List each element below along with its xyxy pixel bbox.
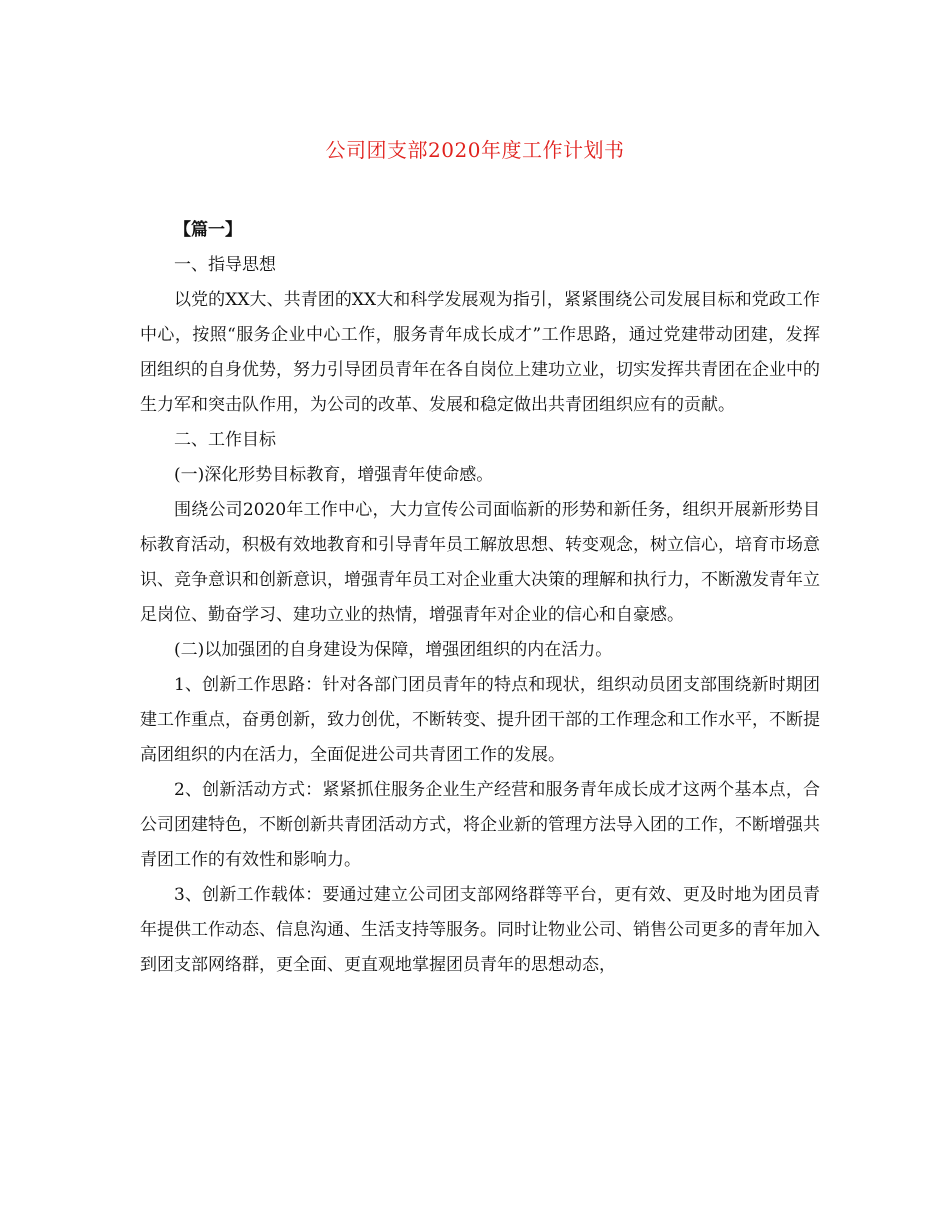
paragraph-innovate-activities: 2、创新活动方式：紧紧抓住服务企业生产经营和服务青年成长成才这两个基本点，合公司团建特色，不断创新共青团活动方式，将企业新的管理方法导入团的工作，不断增强共青团工作的有效性和影响力。	[140, 780, 820, 870]
heading-work-goals: 二、工作目标	[174, 430, 276, 450]
subheading-goal-1: (一)深化形势目标教育，增强青年使命感。	[174, 465, 494, 485]
paragraph-guiding-ideology: 以党的XX大、共青团的XX大和科学发展观为指引，紧紧围绕公司发展目标和党政工作中心，按照“服务企业中心工作，服务青年成长成才”工作思路，通过党建带动团建，发挥团组织的自身优势，努力引导团员青年在各自岗位上建功立业，切实发挥共青团在企业中的生力军和突击队作用，为公司的改革、发展和稳定做出共青团组织应有的贡献。	[140, 290, 820, 415]
subheading-goal-2: (二)以加强团的自身建设为保障，增强团组织的内在活力。	[174, 640, 613, 660]
section-marker: 【篇一】	[174, 220, 242, 240]
document-title: 公司团支部2020年度工作计划书	[325, 138, 625, 162]
paragraph-innovate-carriers: 3、创新工作载体：要通过建立公司团支部网络群等平台，更有效、更及时地为团员青年提供工作动态、信息沟通、生活支持等服务。同时让物业公司、销售公司更多的青年加入到团支部网络群，更全面、更直观地掌握团员青年的思想动态，	[140, 885, 820, 975]
document-body	[140, 213, 820, 983]
paragraph-innovate-thinking: 1、创新工作思路：针对各部门团员青年的特点和现状，组织动员团支部围绕新时期团建工作重点，奋勇创新，致力创优，不断转变、提升团干部的工作理念和工作水平，不断提高团组织的内在活力，全面促进公司共青团工作的发展。	[140, 675, 820, 765]
paragraph-goal-1: 围绕公司2020年工作中心，大力宣传公司面临新的形势和新任务，组织开展新形势目标教育活动，积极有效地教育和引导青年员工解放思想、转变观念，树立信心，培育市场意识、竞争意识和创新意识，增强青年员工对企业重大决策的理解和执行力，不断激发青年立足岗位、勤奋学习、建功立业的热情，增强青年对企业的信心和自豪感。	[140, 500, 820, 625]
heading-guiding-ideology: 一、指导思想	[174, 255, 276, 275]
